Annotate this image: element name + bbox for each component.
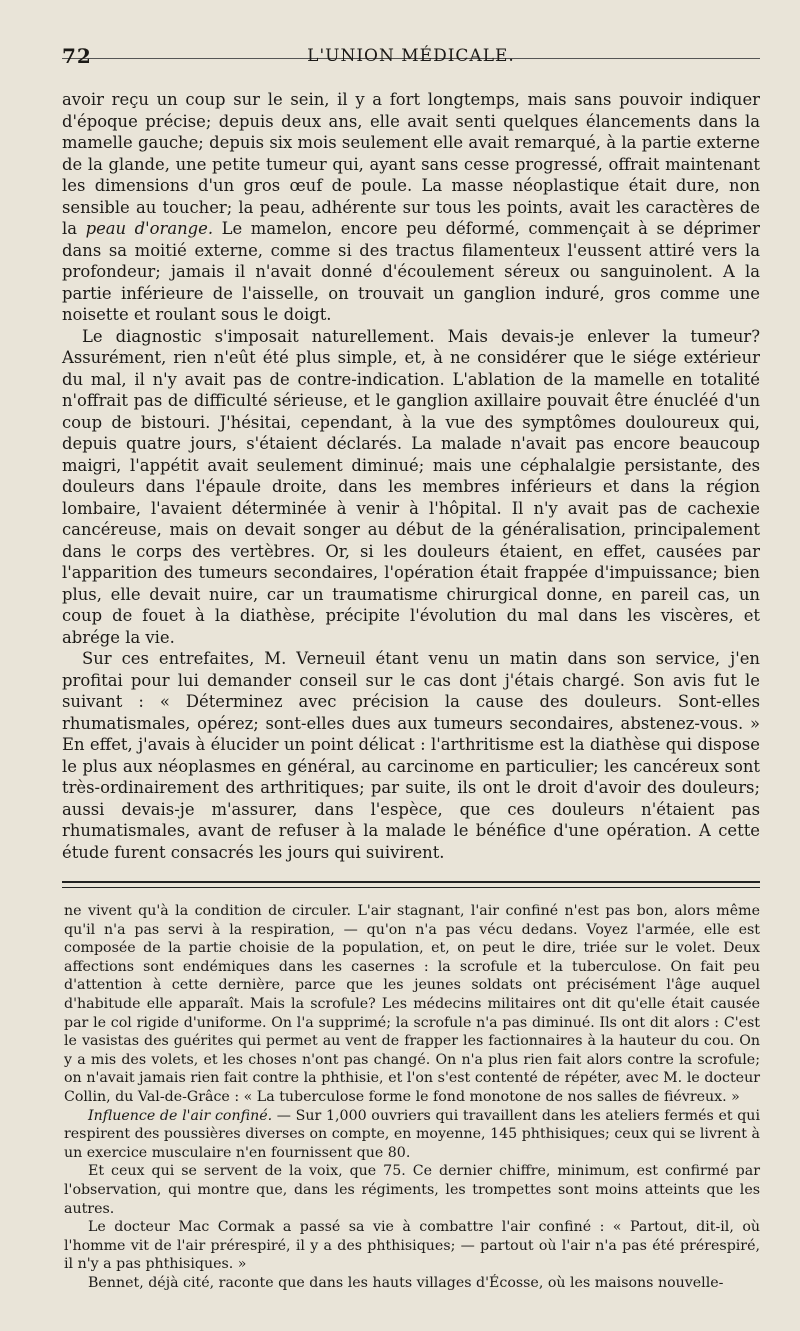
- feuilleton-section: [62, 902, 760, 1292]
- paragraph-1-part-a: avoir reçu un coup sur le sein, il y a fort longtemps, mais sans pouvoir indiquer d'époque précise; depuis deux ans, elle avait senti quelques élancements dans la mamelle gauche; depuis six mois seulement elle avait remarqué, à la partie externe de la glande, une petite tumeur qui, ayant sans cesse progressé, offrait maintenant les dimensions d'un gros œuf de poule. La masse néoplastique était dure, non sensible au toucher; la peau, adhérente sur tous les points, avait les caractères de la: [62, 90, 760, 238]
- feuilleton-paragraph-1: ne vivent qu'à la condition de circuler. L'air stagnant, l'air confiné n'est pas bon, alors même qu'il n'a pas servi à la respiration, — qu'on n'a pas vécu dedans. Voyez l'armée, elle est composée de la partie choisie de la population, et, on peut le dire, triée sur le volet. Deux affections sont endémiques dans les casernes : la scrofule et la tuberculose. On fait peu d'attention à cette dernière, parce que les jeunes soldats ont précisément l'âge auquel d'habitude elle apparaît. Mais la scrofule? Les médecins militaires ont dit qu'elle était causée par le col rigide d'uniforme. On l'a supprimé; la scrofule n'a pas diminué. Ils ont dit alors : C'est le vasistas des guérites qui permet au vent de frapper les factionnaires à la hauteur du cou. On y a mis des volets, et les choses n'ont pas changé. On n'a plus rien fait alors contre la scrofule; on n'avait jamais rien fait contre la phthisie, et l'on s'est contenté de répéter, avec M. le docteur Collin, du Val-de-Grâce : « La tuberculose forme le fond monotone de nos salles de fiévreux. »: [64, 903, 760, 1105]
- feuilleton-paragraph-4: Le docteur Mac Cormak a passé sa vie à combattre l'air confiné : « Partout, dit-il, où l'homme vit de l'air prérespiré, il y a des phthisiques; — partout où l'air n'a pas été prérespiré, il n'y a pas phthisiques. »: [64, 1219, 760, 1273]
- paragraph-1-part-b: Le mamelon, encore peu déformé, commençait à se déprimer dans sa moitié externe, comme si des tractus filamenteux l'eussent attiré vers la profondeur; jamais il n'avait donné d'écoulement séreux ou sanguinolent. A la partie inférieure de l'aisselle, on trouvait un ganglion induré, gros comme une noisette et roulant sous le doigt.: [62, 219, 760, 324]
- main-article: [62, 89, 760, 863]
- page-number: 72: [62, 44, 92, 68]
- running-head: [62, 0, 760, 68]
- section-divider: [62, 881, 760, 888]
- peau-d-orange-term: peau d'orange.: [85, 219, 214, 238]
- article-paragraph-3: Sur ces entrefaites, M. Verneuil étant venu un matin dans son service, j'en profitai pour lui demander conseil sur le cas dont j'étais chargé. Son avis fut le suivant : « Déterminez avec précision la cause des douleurs. Sont-elles rhumatismales, opérez; sont-elles dues aux tumeurs secondaires, abstenez-vous. » En effet, j'avais à élucider un point délicat : l'arthritisme est la diathèse qui dispose le plus aux néoplasmes en général, au carcinome en particulier; les cancéreux sont très-ordinairement des arthritiques; par suite, ils ont le droit d'avoir des douleurs; aussi devais-je m'assurer, dans l'espèce, que ces douleurs n'étaient pas rhumatismales, avant de refuser à la malade le bénéfice d'une opération. A cette étude furent consacrés les jours qui suivirent.: [62, 649, 760, 862]
- feuilleton-paragraph-2: [64, 1107, 760, 1163]
- feuilleton-paragraph-5: Bennet, déjà cité, raconte que dans les hauts villages d'Écosse, où les maisons nouvelle-: [88, 1274, 724, 1291]
- article-paragraph-1: [62, 89, 760, 326]
- journal-title: L'UNION MÉDICALE.: [307, 46, 515, 66]
- article-paragraph-2: Le diagnostic s'imposait naturellement. Mais devais-je enlever la tumeur? Assurément, rien n'eût été plus simple, et, à ne considérer que le siége extérieur du mal, il n'y avait pas de contre-indication. L'ablation de la mamelle en totalité n'offrait pas de difficulté sérieuse, et le ganglion axillaire pouvait être énucléé d'un coup de bistouri. J'hésitai, cependant, à la vue des symptômes douloureux qui, depuis quatre jours, s'étaient déclarés. La malade n'avait pas encore beaucoup maigri, l'appétit avait seulement diminué; mais une céphalalgie persistante, des douleurs dans l'épaule droite, dans les membres inférieurs et dans la région lombaire, l'avaient déterminée à venir à l'hôpital. Il n'y avait pas de cachexie cancéreuse, mais on devait songer au début de la généralisation, principalement dans le corps des vertèbres. Or, si les douleurs étaient, en effet, causées par l'apparition des tumeurs secondaires, l'opération était frappée d'impuissance; bien plus, elle devait nuire, car un traumatisme chirurgical donne, en pareil cas, un coup de fouet à la diathèse, précipite l'évolution du mal dans les viscères, et abrége la vie.: [62, 326, 760, 647]
- feuilleton-paragraph-2-body: — Sur 1,000 ouvriers qui travaillent dans les ateliers fermés et qui respirent des poussières diverses on compte, en moyenne, 145 phthisiques; ceux qui se livrent à un exercice musculaire n'en fournissent que 80.: [64, 1107, 760, 1161]
- feuilleton-paragraph-3: Et ceux qui se servent de la voix, que 75. Ce dernier chiffre, minimum, est confirmé par l'observation, qui montre que, dans les régiments, les trompettes sont moins atteints que les autres.: [64, 1163, 760, 1217]
- confined-air-subheading: Influence de l'air confiné.: [88, 1107, 273, 1124]
